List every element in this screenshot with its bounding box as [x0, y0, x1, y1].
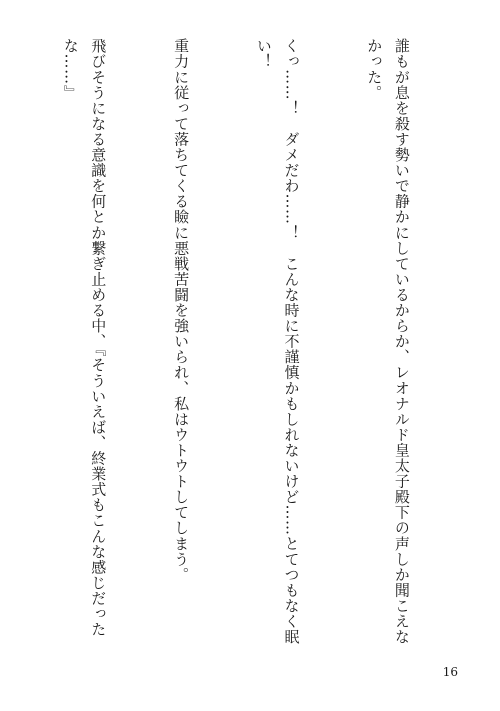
text-line: 重力に従って落ちてくる瞼に悪戦苦闘を強いられ、私はウトウトしてしまう。 — [172, 38, 191, 583]
vertical-text-body — [26, 38, 470, 656]
text-line: 誰もが息を殺す勢いで静かにしているからか、レオナルド皇太子殿下の声しか聞こえなかった。 — [365, 38, 411, 645]
text-line: くっ……！ ダメだわ……！ こんな時に不謹慎かもしれないけど……とてつもなく眠い！ — [254, 38, 301, 645]
text-line: 飛びそうになる意識を何とか繋ぎ止める中、『そういえば、終業式もこんな感じだったな……』 — [61, 38, 108, 637]
page-number: 16 — [442, 665, 458, 679]
